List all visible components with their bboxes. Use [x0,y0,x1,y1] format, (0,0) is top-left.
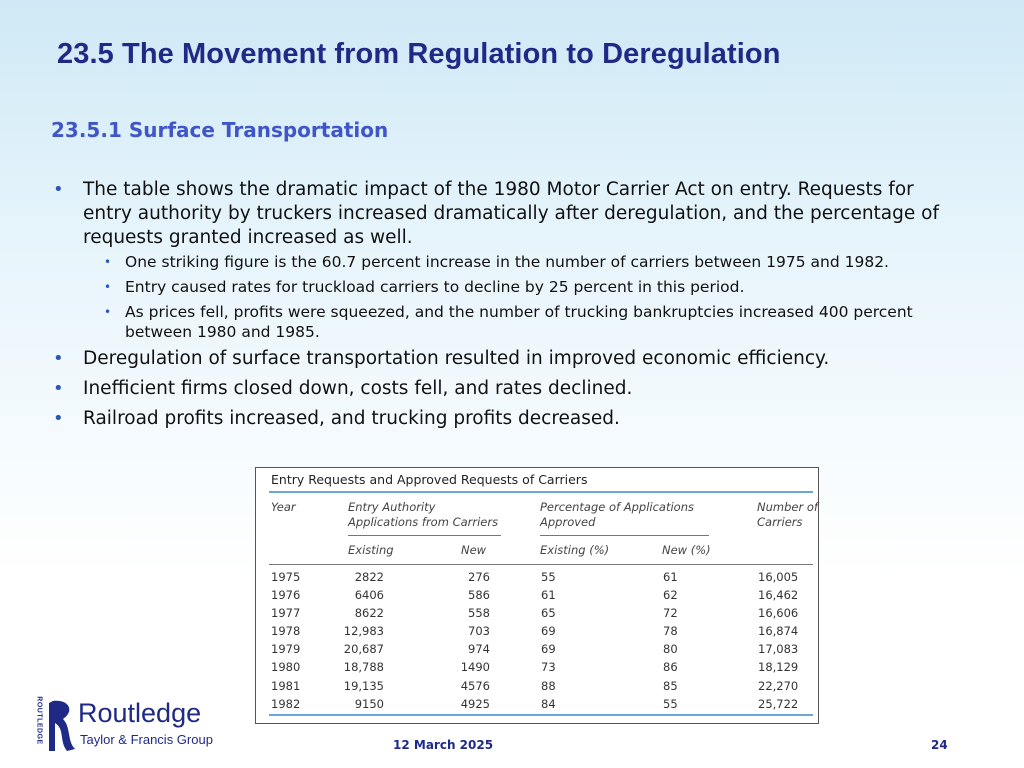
sub-bullet-icon: • [104,255,112,269]
header-entry-line2: Applications from Carriers [348,515,499,529]
cell-pct-existing: 84 [541,697,556,711]
header-year: Year [271,500,296,514]
logo-r-icon [47,697,77,753]
cell-new: 4925 [460,697,490,711]
table-row [256,604,818,622]
table-row [256,695,818,713]
sub-bullet-icon: • [104,280,112,294]
cell-pct-new: 86 [663,660,678,674]
header-divider-pct [540,535,709,536]
cell-year: 1976 [271,588,301,602]
cell-pct-existing: 88 [541,679,556,693]
table-title: Entry Requests and Approved Requests of Carriers [271,472,588,487]
cell-year: 1981 [271,679,301,693]
cell-pct-new: 61 [663,570,678,584]
cell-pct-existing: 61 [541,588,556,602]
sub-bullet-item [83,302,960,342]
logo-name: Routledge [78,698,202,728]
cell-existing: 9150 [354,697,384,711]
cell-pct-new: 62 [663,588,678,602]
header-entry-line1: Entry Authority [348,500,436,514]
cell-pct-existing: 69 [541,642,556,656]
cell-new: 4576 [460,679,490,693]
cell-carriers: 16,874 [758,624,799,638]
cell-existing: 2822 [354,570,384,584]
bullet-item [50,178,960,342]
bullet-icon: • [53,348,64,369]
bullet-text: Inefficient firms closed down, costs fell, and rates declined. [83,378,633,399]
bullet-icon: • [53,408,64,429]
header-num-line2: Carriers [757,515,803,529]
sub-bullet-icon: • [104,305,112,319]
bullet-list [50,178,960,431]
header-new-pct: New (%) [662,543,711,557]
cell-year: 1979 [271,642,301,656]
cell-year: 1978 [271,624,301,638]
cell-new: 1490 [460,660,490,674]
sub-bullet-text: As prices fell, profits were squeezed, and the number of trucking bankruptcies increased 400 percent between 1980 and 1985. [125,303,913,341]
slide-title: 23.5 The Movement from Regulation to Deregulation [57,38,781,70]
bullet-icon: • [53,378,64,399]
sub-bullet-text: Entry caused rates for truckload carriers to decline by 25 percent in this period. [125,278,745,296]
cell-carriers: 22,270 [758,679,799,693]
cell-existing: 6406 [354,588,384,602]
bullet-text: Railroad profits increased, and trucking profits decreased. [83,408,620,429]
cell-carriers: 16,005 [758,570,799,584]
sub-bullet-text: One striking figure is the 60.7 percent increase in the number of carriers between 1975 and 1982. [125,253,889,271]
table-row [256,622,818,640]
cell-pct-new: 80 [663,642,678,656]
cell-pct-existing: 73 [541,660,556,674]
sub-bullet-item [83,277,960,297]
header-existing-pct: Existing (%) [540,543,610,557]
header-new: New [461,543,487,557]
cell-carriers: 16,462 [758,588,799,602]
cell-new: 558 [468,606,490,620]
cell-carriers: 17,083 [758,642,799,656]
cell-pct-new: 55 [663,697,678,711]
cell-carriers: 18,129 [758,660,799,674]
cell-pct-new: 85 [663,679,678,693]
table-row [256,658,818,676]
table-row [256,640,818,658]
cell-pct-existing: 65 [541,606,556,620]
cell-pct-existing: 55 [541,570,556,584]
cell-pct-existing: 69 [541,624,556,638]
data-table [255,467,819,724]
cell-year: 1980 [271,660,301,674]
page-number: 24 [931,738,948,752]
cell-year: 1977 [271,606,301,620]
cell-new: 974 [468,642,490,656]
cell-existing: 18,788 [343,660,384,674]
sub-bullet-list [83,252,960,342]
logo-subtitle: Taylor & Francis Group [80,732,213,747]
cell-year: 1982 [271,697,301,711]
table-row [256,586,818,604]
section-heading: 23.5.1 Surface Transportation [51,118,389,142]
table-row [256,568,818,586]
header-num-line1: Number of [757,500,818,514]
table-row [256,677,818,695]
bullet-item [50,377,960,401]
header-pct-line1: Percentage of Applications [540,500,694,514]
cell-carriers: 25,722 [758,697,799,711]
bullet-icon: • [53,179,64,200]
cell-existing: 19,135 [343,679,384,693]
bullet-item [50,347,960,371]
sub-bullet-item [83,252,960,272]
cell-year: 1975 [271,570,301,584]
cell-pct-new: 78 [663,624,678,638]
header-divider-entry [348,535,501,536]
table-top-rule [269,491,813,493]
bullet-text: The table shows the dramatic impact of the 1980 Motor Carrier Act on entry. Requests for entry authority by truckers increased dramatically after deregulation, and the percentage of requests granted increased as well. [83,179,939,248]
cell-new: 586 [468,588,490,602]
publisher-logo [33,695,223,757]
cell-pct-new: 72 [663,606,678,620]
header-bottom-rule [269,564,813,565]
footer-date: 12 March 2025 [393,738,494,752]
cell-existing: 20,687 [343,642,384,656]
header-existing: Existing [348,543,394,557]
cell-existing: 12,983 [343,624,384,638]
cell-new: 703 [468,624,490,638]
cell-existing: 8622 [354,606,384,620]
cell-carriers: 16,606 [758,606,799,620]
bullet-item [50,407,960,431]
table-bottom-rule [269,714,813,716]
bullet-text: Deregulation of surface transportation resulted in improved economic efficiency. [83,348,830,369]
cell-new: 276 [468,570,490,584]
header-pct-line2: Approved [540,515,596,529]
logo-vertical-text: ROUTLEDGE [35,696,43,745]
